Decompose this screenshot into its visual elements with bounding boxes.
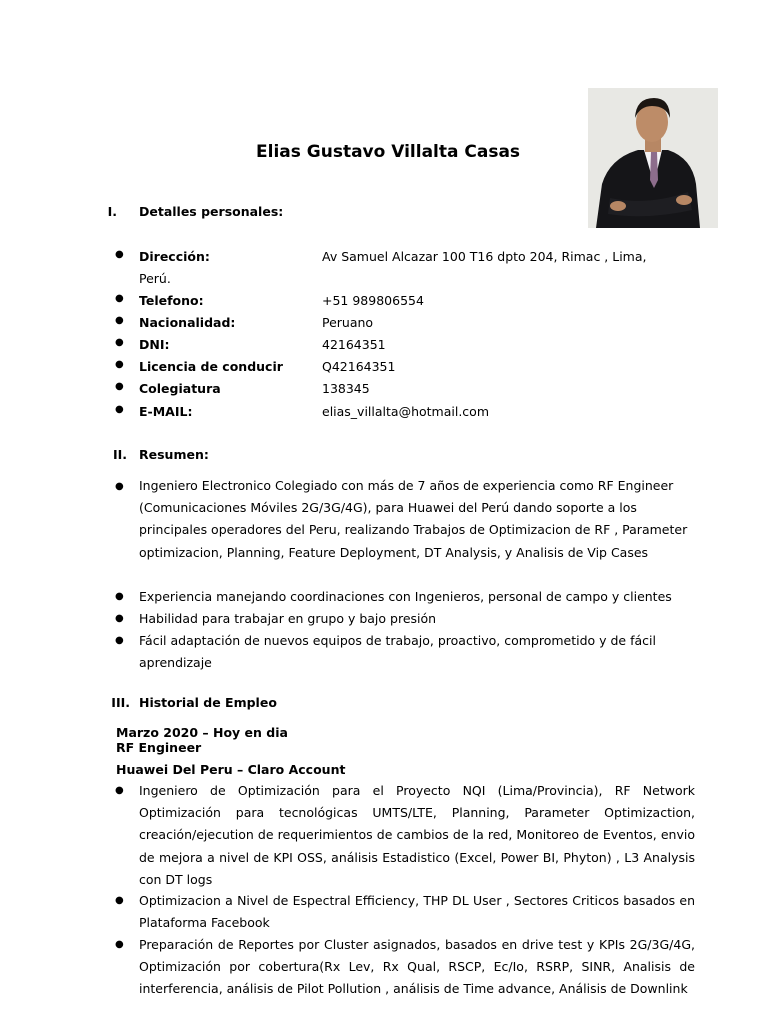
section-number: I. [107, 204, 117, 219]
summary-item: Ingeniero Electronico Colegiado con más de 7 años de experiencia como RF Engineer (Comunicaciones Móviles 2G/3G/4G), para Huawei del Perú dando soporte a los principales operadores del Peru, realizando Trabajos de Optimizacion de RF , Parameter optimizacion, Planning, Feature Deployment, DT Analysis, y Analisis de Vip Cases [139, 478, 688, 560]
bullet-icon: ● [115, 895, 124, 906]
detail-label: E-MAIL: [139, 404, 193, 419]
bullet-icon: ● [115, 337, 124, 348]
bullet-icon: ● [115, 249, 124, 260]
job-role: RF Engineer [116, 740, 202, 755]
bullet-icon: ● [115, 481, 124, 492]
bullet-icon: ● [115, 635, 124, 646]
summary-item: Habilidad para trabajar en grupo y bajo presión [139, 611, 437, 626]
summary-item: Experiencia manejando coordinaciones con Ingenieros, personal de campo y clientes [139, 589, 672, 604]
bullet-icon: ● [115, 613, 124, 624]
detail-value: +51 989806554 [322, 293, 424, 308]
job-period: Marzo 2020 – Hoy en dia [116, 725, 288, 740]
candidate-name: Elias Gustavo Villalta Casas [256, 142, 521, 162]
section-number: III. [111, 695, 130, 710]
section-number: II. [112, 447, 127, 462]
detail-label: Telefono: [139, 293, 204, 308]
job-task: Ingeniero de Optimización para el Proyecto NQI (Lima/Provincia), RF Network Optimización para tecnológicas UMTS/LTE, Planning, Parameter Optimizaction, creación/ejecution de requerimientos de cambios de la red, Monitoreo de Eventos, envio de mejora a nivel de KPI OSS, análisis Estadistico (Excel, Power BI, Phyton) , L3 Analysis con DT logs [139, 783, 695, 887]
bullet-icon: ● [115, 315, 124, 326]
detail-value: 138345 [322, 381, 370, 396]
section-title: Resumen: [139, 447, 209, 462]
detail-value-continuation: Perú. [139, 271, 171, 286]
profile-photo [588, 88, 718, 228]
bullet-icon: ● [115, 404, 124, 415]
job-task: Optimizacion a Nivel de Espectral Efficiency, THP DL User , Sectores Criticos basados en Plataforma Facebook [139, 893, 695, 931]
bullet-icon: ● [115, 359, 124, 370]
detail-value: Peruano [322, 315, 374, 330]
section-title: Detalles personales: [139, 204, 284, 219]
job-task: Preparación de Reportes por Cluster asignados, basados en drive test y KPIs 2G/3G/4G, Optimización por cobertura(Rx Lev, Rx Qual, RSCP, Ec/Io, RSRP, SINR, Analisis de interferencia, análisis de Pilot Pollution , análisis de Time advance, Análisis de Downlink [139, 937, 695, 997]
detail-label: Licencia de conducir [139, 359, 283, 374]
detail-label: Dirección: [139, 249, 210, 264]
detail-row-direccion-cont [139, 271, 171, 286]
bullet-icon: ● [115, 939, 124, 950]
detail-label: Nacionalidad: [139, 315, 236, 330]
bullet-icon: ● [115, 591, 124, 602]
bullet-icon: ● [115, 381, 124, 392]
summary-item: Fácil adaptación de nuevos equipos de trabajo, proactivo, comprometido y de fácil aprendizaje [139, 633, 656, 671]
detail-value: Q42164351 [322, 359, 396, 374]
detail-value: elias_villalta@hotmail.com [322, 404, 489, 419]
bullet-icon: ● [115, 293, 124, 304]
section-title: Historial de Empleo [139, 695, 277, 710]
job-company: Huawei Del Peru – Claro Account [116, 762, 346, 777]
detail-label: Colegiatura [139, 381, 221, 396]
detail-value: Av Samuel Alcazar 100 T16 dpto 204, Rimac , Lima, [322, 249, 647, 264]
detail-value: 42164351 [322, 337, 386, 352]
bullet-icon: ● [115, 785, 124, 796]
detail-label: DNI: [139, 337, 170, 352]
